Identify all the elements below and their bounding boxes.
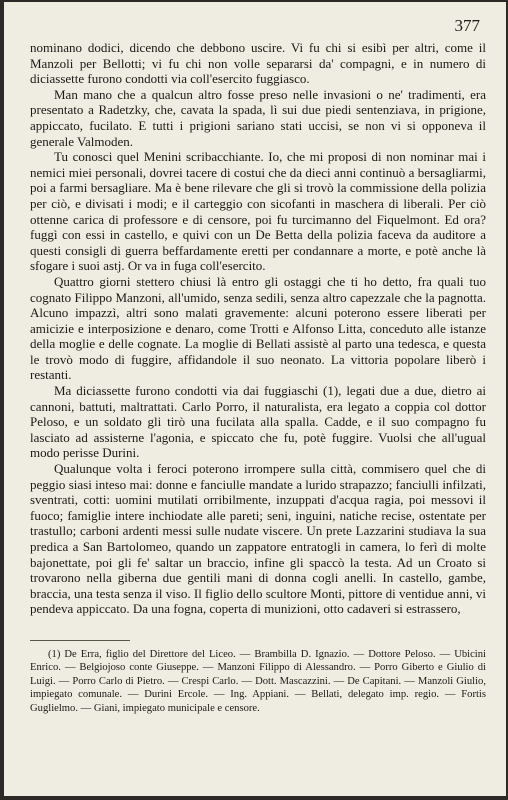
- paragraph-6: Qualunque volta i feroci poterono irrompere sulla città, commisero quel che di peggio siasi inteso mai: donne e fanciulle mandate a lurido strapazzo; fanciulli infilzati, sventrati, cotti: uomini mutilati orribilmente, inzuppati d'acqua ragia, poi messovi il fuoco; famiglie intere inchiodate alle pareti; seni, inguini, natiche recise, ostentate per trastullo; carboni ardenti messi sulle nudate viscere. Un prete Lazzarini studiava la sua predica a San Bartolomeo, quando un zappatore entratogli in camera, lo ferì di molte bajonettate, poi gli fe' saltar un braccio, infine gli spaccò la testa. Ad un Croato si trovarono nella giberna due gentili mani di donna cogli anelli. In castello, gambe, braccia, una testa senza il viso. Il figlio dello scultore Monti, pittore di ventidue anni, vi pendeva appiccato. Da una fogna, coperta di munizioni, otto cadaveri si estrassero,: [30, 461, 486, 617]
- paragraph-5: Ma diciassette furono condotti via dai fuggiaschi (1), legati due a due, dietro ai cannoni, battuti, maltrattati. Carlo Porro, il naturalista, era legato a coppia col dottor Peloso, e un soldato gli tirò una fucilata alla spalla. Cadde, e il suo compagno fu lasciato ad assisterne l'agonia, e spiccato che fu, potè fuggire. Vuolsi che all'ugual modo perisse Durini.: [30, 383, 486, 461]
- book-page: [4, 2, 506, 796]
- page-number: 377: [454, 16, 480, 35]
- paragraph-3: Tu conosci quel Menini scribacchiante. Io, che mi proposi di non nominar mai i nemici miei personali, dovrei tacere di costui che da dieci anni continuò a bersagliarmi, poi a farmi bersagliare. Ma è bene rilevare che gli si trovò la commissione della polizia per ciò, e divisati i modi; e il carteggio con sicofanti in maschera di liberali. Per ciò ottenne carica di professore e di censore, poi fu turcimanno del Fiquelmont. Ed ora? fuggì con essi in castello, e quivi con un De Betta della polizia faceva da auditore a questi consigli di guerra beffardamente eretti per condannare a morte, e potè anche là sfogare i suoi astj. Or va in fuga coll'esercito.: [30, 149, 486, 274]
- footnote-text: (1) De Erra, figlio del Direttore del Liceo. — Brambilla D. Ignazio. — Dottore Peloso. — Ubicini Enrico. — Belgiojoso conte Giuseppe. — Manzoni Filippo di Alessandro. — Porro Giberto e Giulio di Luigi. — Porro Carlo di Pietro. — Crespi Carlo. — Dott. Mascazzini. — De Capitani. — Manzoli Giulio, impiegato comunale. — Durini Ercole. — Ing. Appiani. — Bellati, delegato imp. regio. — Fortis Guglielmo. — Giani, impiegato municipale e censore.: [30, 649, 486, 714]
- paragraph-2: Man mano che a qualcun altro fosse preso nelle invasioni o ne' tradimenti, era presentato a Radetzky, che, cavata la spada, lì sui due piedi sentenziava, in prigione, appiccato, fucilato. E tutti i prigioni sariano stati uccisi, se non vi si opponeva il generale Valmoden.: [30, 86, 486, 149]
- paragraph-4: Quattro giorni stettero chiusi là entro gli ostaggi che ti ho detto, fra quali tuo cognato Filippo Manzoni, all'umido, senza sedili, senza altro capezzale che la pagnotta. Alcuno impazzì, altri sono malati gravemente: alcuni poterono essere liberati per amicizie e interposizione e denaro, come Trotti e Alfonso Litta, conceduto alle istanze della moglie e delle cognate. La moglie di Bellati assistè al parto una tedesca, e questa le trovò modo di fuggire, affidandole il suo neonato. La vittoria popolare liberò i restanti.: [30, 273, 486, 383]
- paragraph-1: nominano dodici, dicendo che debbono uscire. Vi fu chi si esibì per altri, come il Manzoli per Bellotti; vi fu chi non volle separarsi da' compagni, e in numero di diciassette furono condotti via coll'esercito fuggiasco.: [30, 40, 486, 87]
- body-text: [30, 40, 486, 617]
- footnote: [30, 648, 486, 715]
- footnote-divider: [30, 640, 130, 641]
